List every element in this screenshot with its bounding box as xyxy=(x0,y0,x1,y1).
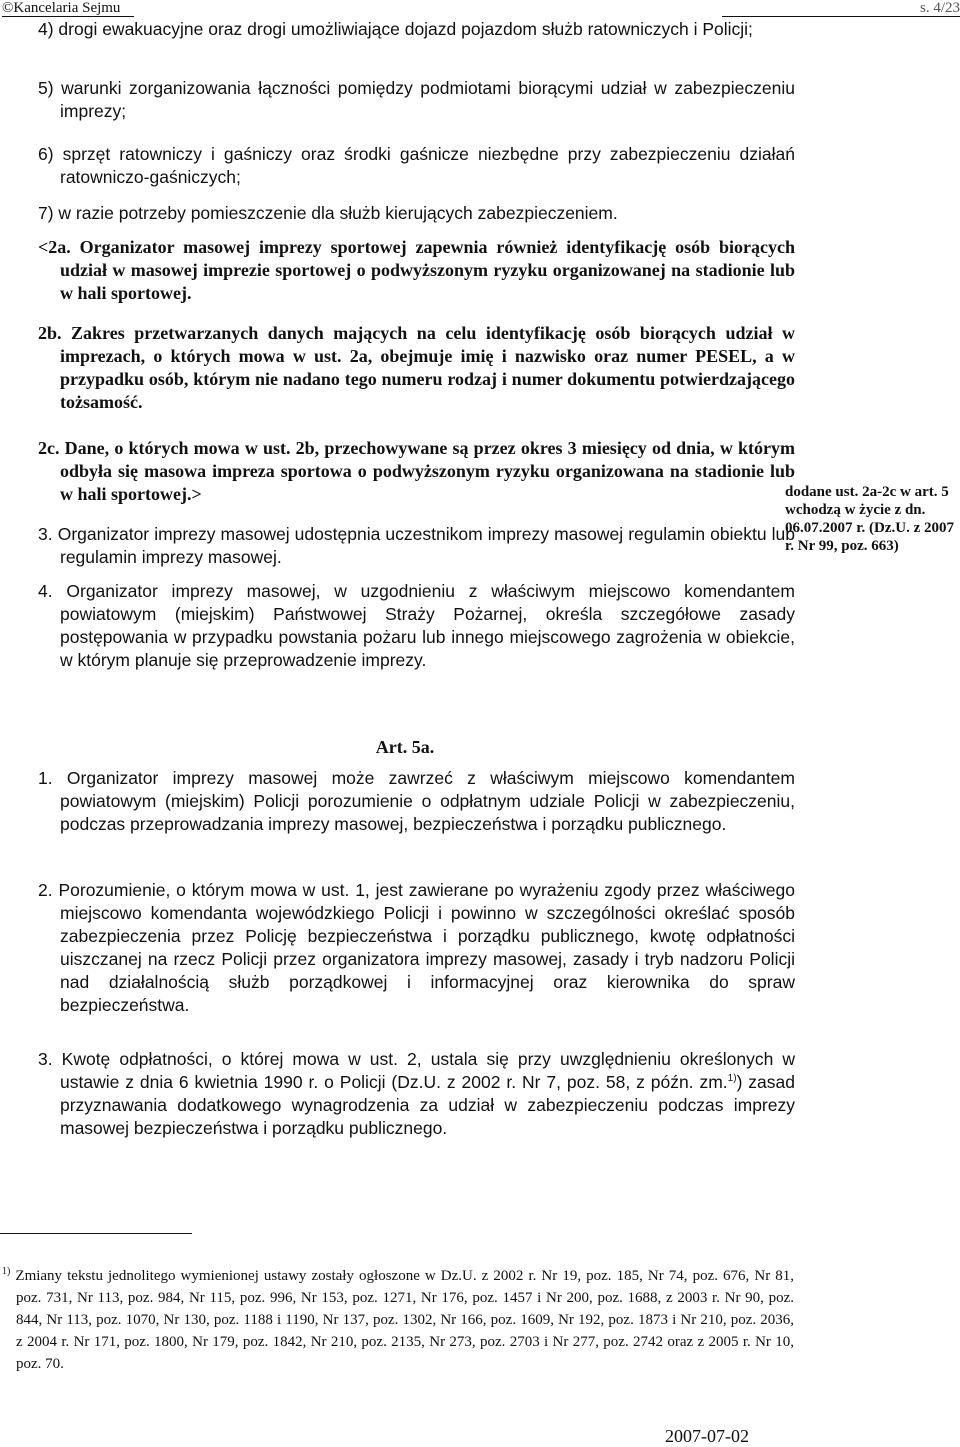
paragraph-text-a: Kwotę odpłatności, o której mowa w ust. 2, ustala się przy uwzględnieniu określonych w ustawie z dnia 6 kwietnia 1990 r. o Policji (Dz.U. z 2002 r. Nr 7, poz. 58, z późn. zm. xyxy=(60,1049,795,1092)
list-item-4: 4) drogi ewakuacyjne oraz drogi umożliwiające dojazd pojazdom służb ratowniczych i Policji; xyxy=(38,19,753,39)
amendment-2c: 2c. Dane, o których mowa w ust. 2b, przechowywane są przez okres 3 miesięcy od dnia, w którym odbyła się masowa impreza sportowa o podwyższonym ryzyku organizowana na stadionie lub w hali sportowej.> xyxy=(38,438,795,504)
paragraph-number: 3. xyxy=(38,1049,53,1069)
amendment-2a: <2a. Organizator masowej imprezy sportowej zapewnia również identyfikację osób biorących udział w masowej imprezie sportowej o podwyższonym ryzyku organizowanej na stadionie lub w hali sportowej. xyxy=(38,237,795,303)
article-paragraph-2 xyxy=(38,879,795,1017)
paragraph-4 xyxy=(38,580,795,672)
article-paragraph-3 xyxy=(38,1048,795,1140)
footnote-mark: 1) xyxy=(2,1266,11,1277)
paragraph-text: Organizator imprezy masowej, w uzgodnieniu z właściwym miejscowo komendantem powiatowym (miejskim) Państwowej Straży Pożarnej, określa szczegółowe zasady postępowania w przypadku powstania pożaru lub innego miejscowego zagrożenia w obiekcie, w którym planuje się przeprowadzenie imprezy. xyxy=(60,581,795,670)
paragraph-number: 4. xyxy=(38,581,53,601)
paragraph-number: 3. xyxy=(38,524,53,544)
page-number: s. 4/23 xyxy=(919,0,960,16)
paragraph-text: Porozumienie, o którym mowa w ust. 1, jest zawierane po wyrażeniu zgody przez właściwego miejscowo komendanta wojewódzkiego Policji i powinno w szczególności określać sposób zabezpieczenia przez Policję bezpieczeństwa i porządku publicznego, kwotę odpłatności uiszczanej na rzecz Policji przez organizatora imprezy masowej, zasady i tryb nadzoru Policji nad działalnością służb porządkowej i informacyjnej oraz kierownika do spraw bezpieczeństwa. xyxy=(58,880,795,1015)
paragraph-text: Organizator imprezy masowej może zawrzeć z właściwym miejscowo komendantem powiatowym (miejskim) Policji porozumienie o odpłatnym udziale Policji w zabezpieczeniu, podczas przeprowadzania imprezy masowej, bezpieczeństwa i porządku publicznego. xyxy=(60,768,795,834)
header-source: ©Kancelaria Sejmu xyxy=(2,0,134,17)
article-paragraph-1 xyxy=(38,767,795,836)
footnote xyxy=(0,1265,794,1375)
paragraph-text: Organizator imprezy masowej udostępnia uczestnikom imprezy masowej regulamin obiektu lub regulamin imprezy masowej. xyxy=(57,524,795,567)
article-title: Art. 5a. xyxy=(375,737,435,757)
footnote-divider xyxy=(0,1233,192,1234)
list-item-5: 5) warunki zorganizowania łączności pomiędzy podmiotami biorącymi udział w zabezpieczeniu imprezy; xyxy=(38,78,795,121)
list-item-7: 7) w razie potrzeby pomieszczenie dla służb kierujących zabezpieczeniem. xyxy=(38,203,618,223)
paragraph-number: 1. xyxy=(38,768,53,788)
margin-note: dodane ust. 2a-2c w art. 5 wchodzą w życie z dn. 06.07.2007 r. (Dz.U. z 2007 r. Nr 99, poz. 663) xyxy=(785,484,955,554)
paragraph-number: 2. xyxy=(38,880,53,900)
footnote-text: Zmiany tekstu jednolitego wymienionej ustawy zostały ogłoszone w Dz.U. z 2002 r. Nr 19, poz. 185, Nr 74, poz. 676, Nr 81, poz. 731, Nr 113, poz. 984, Nr 115, poz. 996, Nr 153, poz. 1271, Nr 176, poz. 1457 i Nr 200, poz. 1688, z 2003 r. Nr 90, poz. 844, Nr 113, poz. 1070, Nr 130, poz. 1188 i 1190, Nr 137, poz. 1302, Nr 166, poz. 1609, Nr 192, poz. 1873 i Nr 210, poz. 2036, z 2004 r. Nr 171, poz. 1800, Nr 179, poz. 1842, Nr 210, poz. 2135, Nr 273, poz. 2703 i Nr 277, poz. 2742 oraz z 2005 r. Nr 10, poz. 70. xyxy=(15,1268,794,1372)
amendment-2b: 2b. Zakres przetwarzanych danych mających na celu identyfikację osób biorących udział w imprezach, o których mowa w ust. 2a, obejmuje imię i nazwisko oraz numer PESEL, a w przypadku osób, którym nie nadano tego numeru rodzaj i numer dokumentu potwierdzającego tożsamość. xyxy=(38,323,795,412)
paragraph-3 xyxy=(38,523,795,569)
footer-date: 2007-07-02 xyxy=(665,1426,749,1446)
header-page-number xyxy=(722,0,960,17)
list-item-6: 6) sprzęt ratowniczy i gaśniczy oraz środki gaśnicze niezbędne przy zabezpieczeniu działań ratowniczo-gaśniczych; xyxy=(38,144,795,187)
footnote-reference[interactable]: 1) xyxy=(727,1073,737,1085)
paragraph-text-b: ) zasad przyznawania dodatkowego wynagrodzenia za udział w zabezpieczeniu podczas imprezy masowej bezpieczeństwa i porządku publicznego. xyxy=(60,1072,795,1138)
